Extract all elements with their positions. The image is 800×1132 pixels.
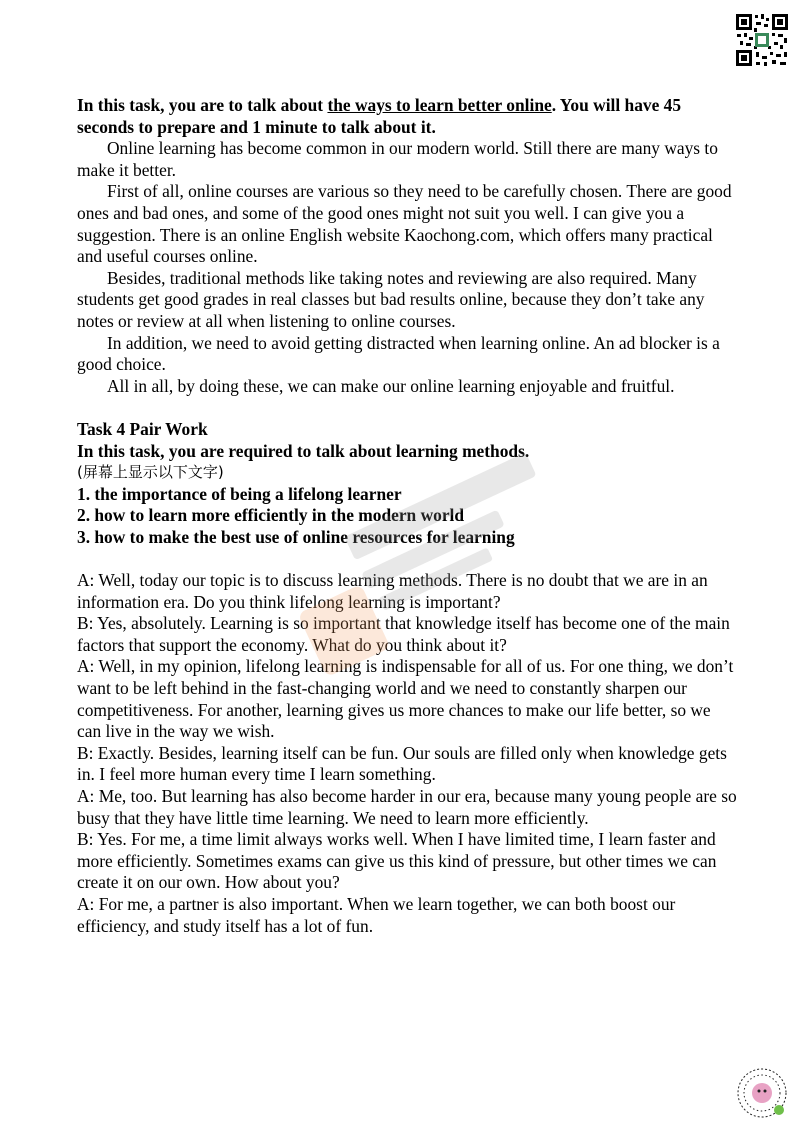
paragraph: Online learning has become common in our modern world. Still there are many ways to make it better. [77,138,718,180]
paragraph: Besides, traditional methods like taking notes and reviewing are also required. Many students get good grades in real classes but bad results online, because they don’t take any notes or review at all when listening to online courses. [77,267,705,331]
instruction-text: In this task, you are to talk about [77,95,328,115]
document-body [77,95,737,937]
task3-instruction [77,95,737,138]
discussion-point: 3. how to make the best use of online resources for learning [77,526,515,547]
paragraph: All in all, by doing these, we can make our online learning enjoyable and fruitful. [107,375,675,396]
dialogue-line: A: Well, in my opinion, lifelong learning is indispensable for all of us. For one thing, we don’t want to be left behind in the fast-changing world and we need to constantly sharpen our competitiveness. For another, learning gives us more chances to make our life better, so we can live in the way we wish. [77,656,734,742]
paragraph: In addition, we need to avoid getting distracted when learning online. An ad blocker is a good choice. [77,332,720,375]
discussion-point: 1. the importance of being a lifelong learner [77,483,402,504]
instruction-text: . You will have 45 seconds to prepare and 1 minute to talk about it. [77,95,682,137]
topic-underlined: the ways to learn better online [327,95,552,115]
discussion-point: 2. how to learn more efficiently in the modern world [77,505,465,526]
qr-code-icon [734,12,790,68]
task4-heading: Task 4 Pair Work [77,418,208,439]
dialogue-line: A: Me, too. But learning has also become harder in our era, because many young people are so busy that they have little time learning. We need to learn more efficiently. [77,786,737,828]
task4-instruction: In this task, you are required to talk about learning methods. [77,440,530,461]
dialogue-line: B: Yes, absolutely. Learning is so important that knowledge itself has become one of the main factors that support the economy. What do you think about it? [77,613,730,655]
dialogue-line: A: Well, today our topic is to discuss learning methods. There is no doubt that we are in an information era. Do you think lifelong learning is important? [77,570,708,612]
screen-note: (屏幕上显示以下文字) [77,463,224,482]
mini-program-code-icon [733,1066,791,1120]
dialogue-line: A: For me, a partner is also important. When we learn together, we can both boost our efficiency, and study itself has a lot of fun. [77,893,676,936]
dialogue-line: B: Yes. For me, a time limit always works well. When I have limited time, I learn faster and more efficiently. Sometimes exams can give us this kind of pressure, but other times we can create it on our own. How about you? [77,829,717,893]
dialogue-line: B: Exactly. Besides, learning itself can be fun. Our souls are filled only when knowledge gets in. I feel more human every time I learn something. [77,742,727,785]
paragraph: First of all, online courses are various so they need to be carefully chosen. There are good ones and bad ones, and some of the good ones might not suit you well. I can give you a suggestion. There is an online English website Kaochong.com, which offers many practical and useful courses online. [77,181,732,267]
